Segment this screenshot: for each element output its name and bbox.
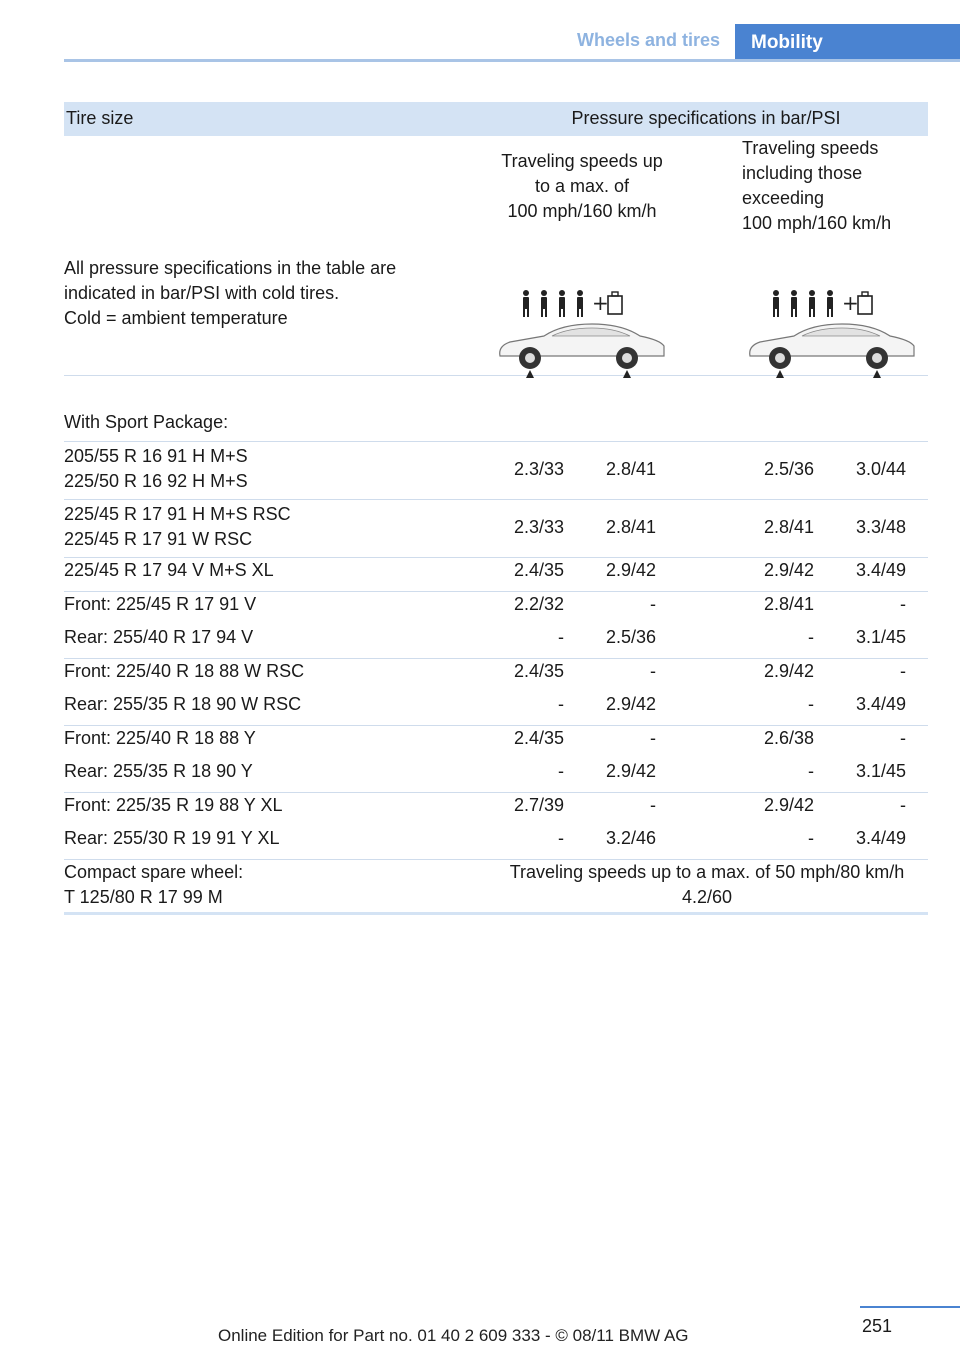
value-high-rear: 3.0/44 bbox=[855, 459, 906, 479]
value: - bbox=[558, 761, 564, 781]
col-tire-size: Tire size bbox=[66, 108, 134, 128]
table-row bbox=[64, 558, 928, 592]
value: - bbox=[558, 627, 564, 647]
value: - bbox=[808, 761, 814, 781]
tire-size-front: Front: 225/40 R 18 88 W RSC bbox=[64, 661, 305, 681]
value: - bbox=[558, 694, 564, 714]
value: 2.7/39 bbox=[513, 795, 564, 815]
tire-size-front: Front: 225/45 R 17 91 V bbox=[64, 594, 257, 614]
value-low-rear: 2.8/41 bbox=[605, 517, 656, 537]
value: 2.2/32 bbox=[513, 594, 564, 614]
table-row bbox=[64, 442, 928, 500]
table-bottom-rule bbox=[64, 912, 928, 915]
value: 3.1/45 bbox=[855, 627, 906, 647]
value: 2.8/41 bbox=[763, 594, 814, 614]
car-side-icon bbox=[742, 286, 922, 386]
tire-size-rear: Rear: 255/40 R 17 94 V bbox=[64, 627, 254, 647]
value: 2.5/36 bbox=[605, 627, 656, 647]
value-high-rear: 3.3/48 bbox=[855, 517, 906, 537]
spare-row bbox=[64, 860, 928, 916]
value: 3.4/49 bbox=[855, 828, 906, 848]
four-persons-plus-luggage-icon bbox=[773, 290, 872, 317]
cold-tire-note: All pressure specifications in the table are indicated in bar/PSI with cold tires. Cold = ambient temperature bbox=[64, 258, 397, 328]
value: 2.9/42 bbox=[763, 795, 814, 815]
tire-size-rear: Rear: 255/30 R 19 91 Y XL bbox=[64, 828, 280, 848]
value: 3.4/49 bbox=[855, 694, 906, 714]
value-low-rear: 2.8/41 bbox=[605, 459, 656, 479]
value-high-front: 2.8/41 bbox=[763, 517, 814, 537]
tire-size-front: Front: 225/40 R 18 88 Y bbox=[64, 728, 256, 748]
value: - bbox=[808, 627, 814, 647]
value-high-front: 2.9/42 bbox=[763, 560, 814, 580]
four-persons-plus-luggage-icon bbox=[523, 290, 622, 317]
value: 2.9/42 bbox=[605, 694, 656, 714]
table-row bbox=[64, 500, 928, 558]
value: 2.4/35 bbox=[513, 661, 564, 681]
tire-size: 205/55 R 16 91 H M+S 225/50 R 16 92 H M+S bbox=[64, 446, 248, 491]
value: 2.6/38 bbox=[763, 728, 814, 748]
value: 3.2/46 bbox=[605, 828, 656, 848]
tire-size-rear: Rear: 255/35 R 18 90 W RSC bbox=[64, 694, 302, 714]
value-low-front: 2.4/35 bbox=[513, 560, 564, 580]
value: - bbox=[650, 795, 656, 815]
page-number-rule bbox=[860, 1306, 960, 1308]
value: - bbox=[900, 661, 906, 681]
section-title: Wheels and tires bbox=[576, 30, 720, 50]
col-pressure: Pressure specifications in bar/PSI bbox=[571, 108, 841, 128]
value: - bbox=[650, 728, 656, 748]
tire-size-front: Front: 225/35 R 19 88 Y XL bbox=[64, 795, 283, 815]
tire-size: 225/45 R 17 91 H M+S RSC 225/45 R 17 91 W RSC bbox=[64, 504, 291, 549]
value: - bbox=[900, 795, 906, 815]
value: 2.4/35 bbox=[513, 728, 564, 748]
table-row-pair bbox=[64, 793, 928, 860]
tire-pressure-table bbox=[64, 102, 928, 916]
value-low-front: 2.3/33 bbox=[513, 459, 564, 479]
value: - bbox=[808, 828, 814, 848]
page-number: 251 bbox=[862, 1316, 893, 1336]
table-header bbox=[64, 102, 928, 136]
car-side-icon bbox=[492, 286, 672, 386]
table-row-pair bbox=[64, 592, 928, 659]
header-rule bbox=[64, 59, 960, 62]
speed-high-label: Traveling speeds including those exceeding 100 mph/160 km/h bbox=[742, 138, 892, 233]
tire-size-rear: Rear: 255/35 R 18 90 Y bbox=[64, 761, 253, 781]
value: 3.1/45 bbox=[855, 761, 906, 781]
value-high-rear: 3.4/49 bbox=[855, 560, 906, 580]
value: - bbox=[650, 661, 656, 681]
value: 2.9/42 bbox=[605, 761, 656, 781]
group-label: With Sport Package: bbox=[64, 412, 229, 432]
value: - bbox=[650, 594, 656, 614]
speed-low-label: Traveling speeds up to a max. of 100 mph/160 km/h bbox=[501, 151, 663, 221]
footer-text: Online Edition for Part no. 01 40 2 609 333 - © 08/11 BMW AG bbox=[218, 1326, 689, 1345]
value: - bbox=[558, 828, 564, 848]
spare-label: Compact spare wheel: T 125/80 R 17 99 M bbox=[64, 862, 244, 907]
value-high-front: 2.5/36 bbox=[763, 459, 814, 479]
value-low-front: 2.3/33 bbox=[513, 517, 564, 537]
intro-row bbox=[64, 136, 928, 376]
svg-text:+: + bbox=[842, 291, 859, 315]
spare-speed: Traveling speeds up to a max. of 50 mph/80 km/h 4.2/60 bbox=[492, 860, 922, 910]
spare-pressure: 4.2/60 bbox=[681, 887, 733, 907]
tire-size: 225/45 R 17 94 V M+S XL bbox=[64, 560, 274, 580]
chapter-tab[interactable]: Mobility bbox=[735, 24, 960, 61]
value: - bbox=[900, 728, 906, 748]
value-low-rear: 2.9/42 bbox=[605, 560, 656, 580]
value: - bbox=[900, 594, 906, 614]
table-row-pair bbox=[64, 726, 928, 793]
group-row bbox=[64, 376, 928, 442]
value: 2.9/42 bbox=[763, 661, 814, 681]
value: - bbox=[808, 694, 814, 714]
svg-text:+: + bbox=[592, 291, 609, 315]
table-row-pair bbox=[64, 659, 928, 726]
